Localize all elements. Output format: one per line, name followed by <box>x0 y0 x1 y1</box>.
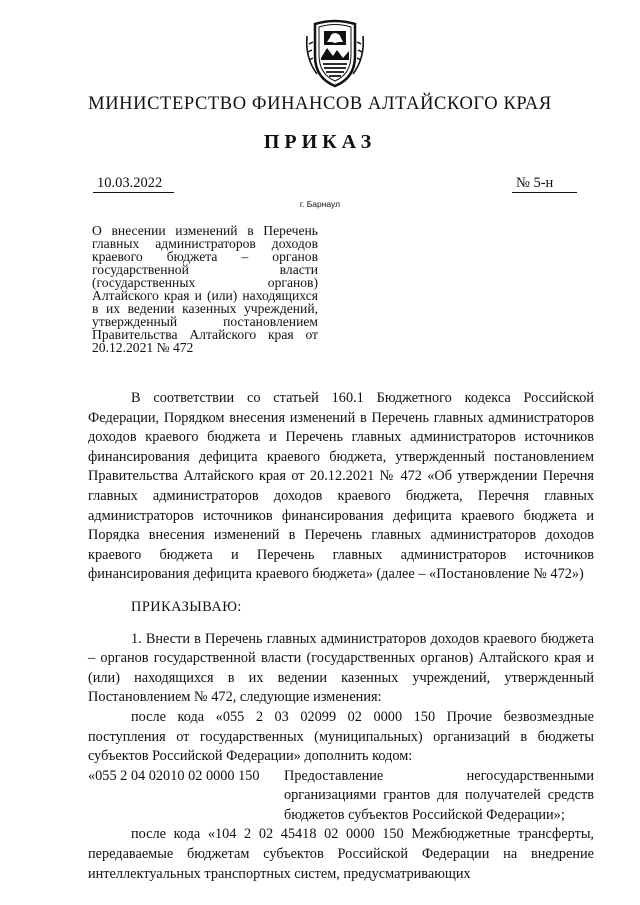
new-code-row <box>88 767 594 826</box>
order-word: ПРИКАЗЫВАЮ: <box>131 598 242 615</box>
item-1-paragraph: 1. Внести в Перечень главных администраторов доходов краевого бюджета – органов государственной власти (государственных органов) Алтайского края и (или) находящихся в их ведении казенных учреждений, утвержденный Постановлением № 472, следующие изменения: <box>88 630 594 706</box>
new-code-description: Предоставление негосударственными организациями грантов для получателей средств бюджетов субъектов Российской Федерации»; <box>284 767 594 823</box>
altai-coat-of-arms-icon <box>303 18 367 90</box>
ministry-name: МИНИСТЕРСТВО ФИНАНСОВ АЛТАЙСКОГО КРАЯ <box>88 94 552 114</box>
new-code: «055 2 04 02010 02 0000 150 <box>88 767 260 784</box>
document-subject: О внесении изменений в Перечень главных администраторов доходов краевого бюджета – органов государственной власти (государственных органов) Алтайского края и (или) находящихся в их ведении казенных учреждений, утвержденный постановлением Правительства Алтайского края от 20.12.2021 № 472 <box>92 223 318 355</box>
document-date: 10.03.2022 <box>93 175 174 193</box>
document-body <box>88 389 594 884</box>
document-city: г. Барнаул <box>299 199 341 209</box>
coat-of-arms-emblem <box>303 18 367 90</box>
after-code-paragraph-1: после кода «055 2 03 02099 02 0000 150 Прочие безвозмездные поступления от государственных (муниципальных) организаций в бюджеты субъектов Российской Федерации» дополнить кодом: <box>88 708 594 765</box>
document-number: № 5-н <box>512 175 577 193</box>
after-code-paragraph-2: после кода «104 2 02 45418 02 0000 150 Межбюджетные трансферты, передаваемые бюджетам субъектов Российской Федерации на внедрение интеллектуальных транспортных систем, предусматривающих <box>88 826 594 882</box>
document-type-title: ПРИКАЗ <box>263 131 377 153</box>
preamble-paragraph: В соответствии со статьей 160.1 Бюджетного кодекса Российской Федерации, Порядком внесения изменений в Перечень главных администраторов доходов краевого бюджета и Перечень главных администраторов источников финансирования дефицита краевого бюджета, утвержденный постановлением Правительства Алтайского края от 20.12.2021 № 472 «Об утверждении Перечня главных администраторов доходов краевого бюджета, Перечня главных администраторов источников финансирования дефицита краевого бюджета и Порядка внесения изменений в Перечень главных администраторов доходов краевого бюджета и Перечень главных администраторов источников финансирования дефицита краевого бюджета» (далее – «Постановление № 472») <box>88 390 594 583</box>
